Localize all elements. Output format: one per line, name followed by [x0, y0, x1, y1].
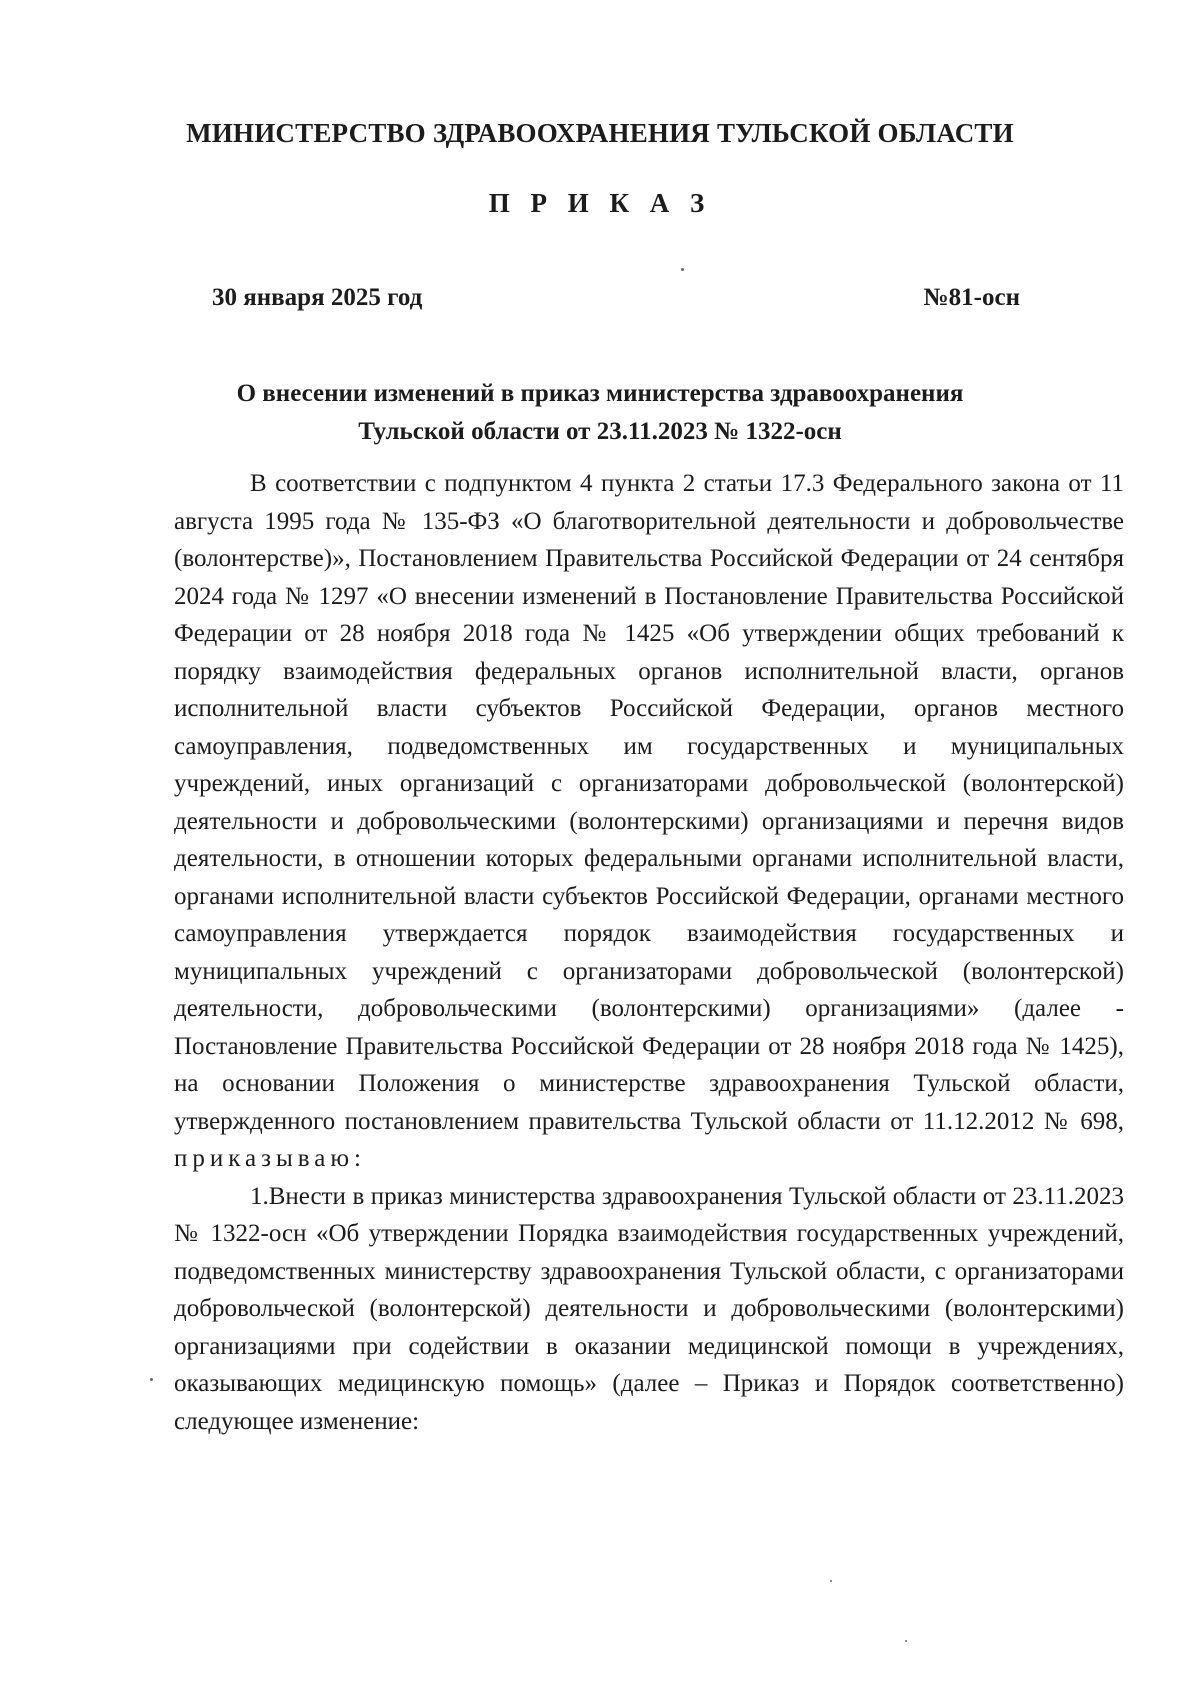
- document-body: [174, 465, 1124, 1440]
- preamble-text: В соответствии с подпунктом 4 пункта 2 статьи 17.3 Федерального закона от 11 августа 1995 года № 135-ФЗ «О благотворительной деятельности и добровольчестве (волонтерстве)», Постановлением Правительства Российской Федерации от 24 сентября 2024 года № 1297 «О внесении изменений в Постановление Правительства Российской Федерации от 28 ноября 2018 года № 1425 «Об утверждении общих требований к порядку взаимодействия федеральных органов исполнительной власти, органов исполнительной власти субъектов Российской Федерации, органов местного самоуправления, подведомственных им государственных и муниципальных учреждений, иных организаций с организаторами добровольческой (волонтерской) деятельности и добровольческими (волонтерскими) организациями и перечня видов деятельности, в отношении которых федеральными органами исполнительной власти, органами исполнительной власти субъектов Российской Федерации, органами местного самоуправления утверждается порядок взаимодействия государственных и муниципальных учреждений с организаторами добровольческой (волонтерской) деятельности, добровольческими (волонтерскими) организациями» (далее - Постановление Правительства Российской Федерации от 28 ноября 2018 года № 1425), на основании Положения о министерстве здравоохранения Тульской области, утвержденного постановлением правительства Тульской области от 11.12.2012 № 698,: [174, 470, 1124, 1135]
- order-word: приказываю:: [174, 1145, 366, 1172]
- scan-speck: [681, 268, 684, 271]
- document-date: 30 января 2025 год: [212, 284, 423, 311]
- scan-speck: [150, 1378, 153, 1381]
- ministry-name: МИНИСТЕРСТВО ЗДРАВООХРАНЕНИЯ ТУЛЬСКОЙ ОБЛАСТИ: [186, 118, 1014, 148]
- document-type: П Р И К А З: [488, 188, 712, 218]
- document-title-line-2: Тульской области от 23.11.2023 № 1322-осн: [358, 418, 842, 445]
- paragraph-preamble: [174, 465, 1124, 1178]
- scan-speck: [905, 1640, 907, 1642]
- document-number: №81-осн: [923, 284, 1020, 311]
- paragraph-item-1: 1.Внести в приказ министерства здравоохранения Тульской области от 23.11.2023 № 1322-осн «Об утверждении Порядка взаимодействия государственных учреждений, подведомственных министерству здравоохранения Тульской области, с организаторами добровольческой (волонтерской) деятельности и добровольческими (волонтерскими) организациями при содействии в оказании медицинской помощи в учреждениях, оказывающих медицинскую помощь» (далее – Приказ и Порядок соответственно) следующее изменение:: [174, 1182, 1124, 1435]
- scan-speck: [830, 1580, 832, 1582]
- document-title: [0, 375, 1200, 451]
- document-title-line-1: О внесении изменений в приказ министерства здравоохранения: [236, 380, 964, 407]
